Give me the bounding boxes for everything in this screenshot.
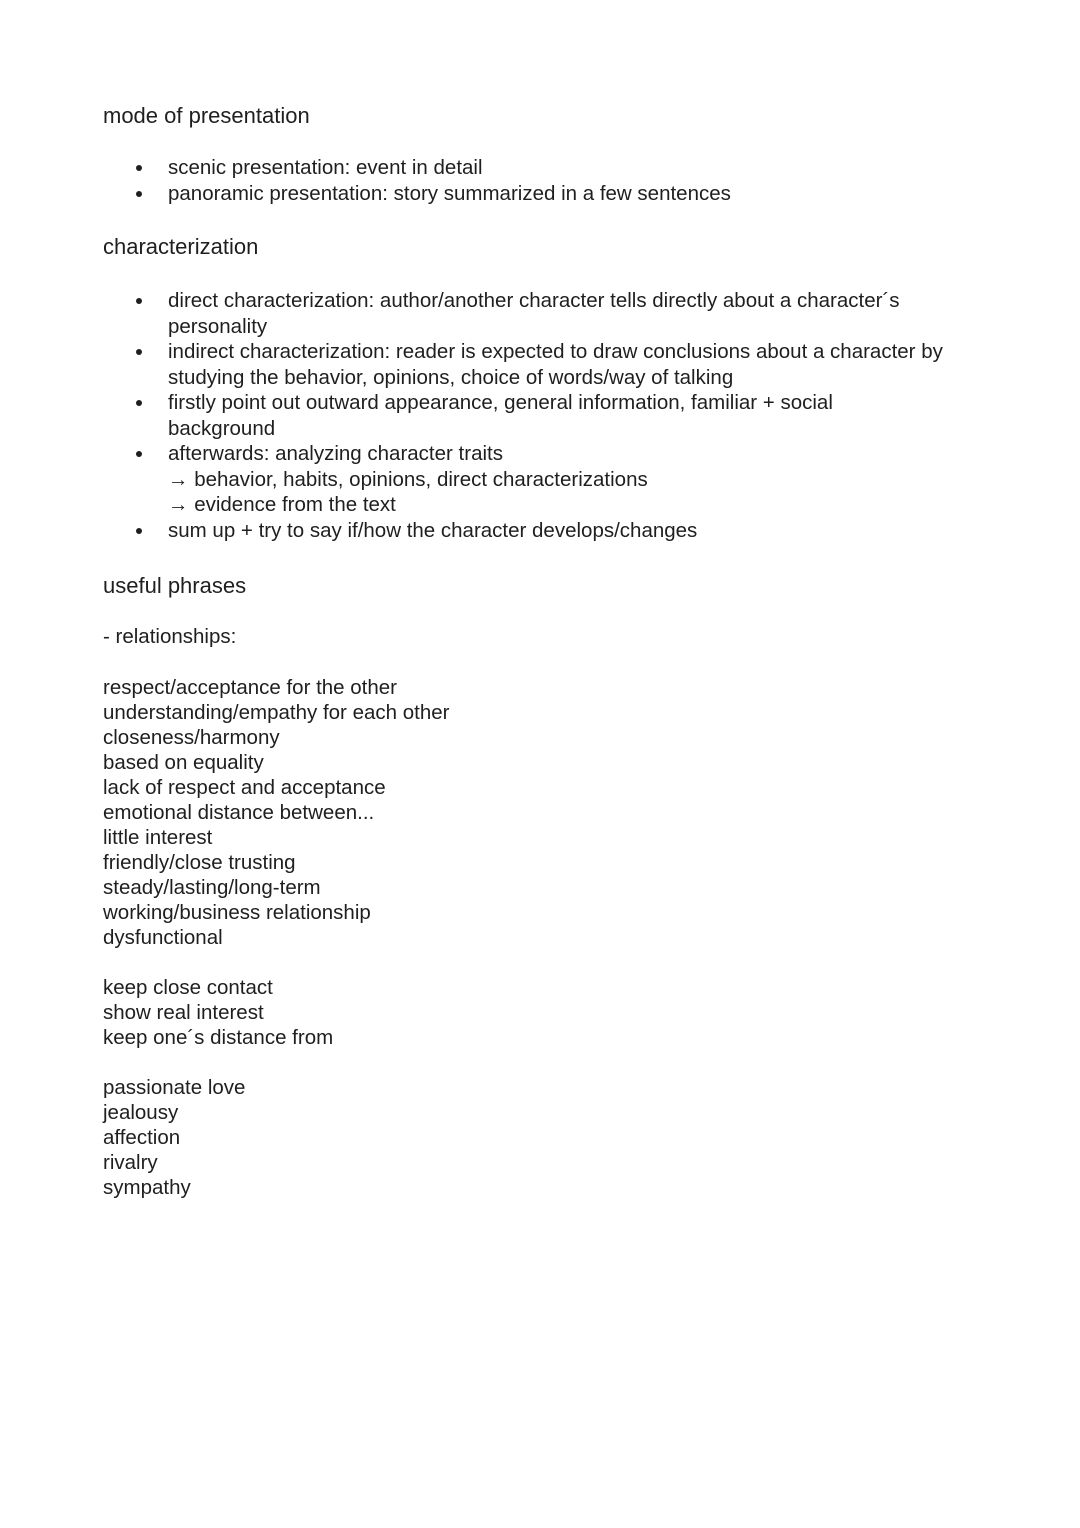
bullet-text: scenic presentation: event in detail xyxy=(168,156,483,179)
bullet-dot-icon xyxy=(136,349,142,355)
phrase-item: understanding/empathy for each other xyxy=(103,701,450,724)
phrase-group-feelings xyxy=(103,1075,245,1200)
bullet-dot-icon xyxy=(136,191,142,197)
phrase-item: jealousy xyxy=(103,1101,179,1124)
phrase-item: keep close contact xyxy=(103,976,273,999)
phrase-item: friendly/close trusting xyxy=(103,851,296,874)
bullet-dot-icon xyxy=(136,528,142,534)
bullet-text: indirect characterization: reader is expected to draw conclusions about a character by studying the behavior, opinions, choice of words/way of talking xyxy=(168,340,943,389)
phrase-item: working/business relationship xyxy=(103,901,371,924)
mode-bullet-list xyxy=(103,155,983,206)
bullet-item xyxy=(103,390,983,441)
sub-point: → evidence from the text xyxy=(168,493,396,516)
relationships-label: - relationships: xyxy=(103,625,237,648)
phrase-item: lack of respect and acceptance xyxy=(103,776,386,799)
bullet-item xyxy=(103,155,983,181)
phrase-item: rivalry xyxy=(103,1151,158,1174)
bullet-item xyxy=(103,441,983,518)
phrase-item: steady/lasting/long-term xyxy=(103,876,321,899)
bullet-text: firstly point out outward appearance, general information, familiar + social background xyxy=(168,391,833,440)
bullet-dot-icon xyxy=(136,165,142,171)
heading-useful-phrases: useful phrases xyxy=(103,573,247,598)
phrase-item: dysfunctional xyxy=(103,926,223,949)
bullet-text: panoramic presentation: story summarized in a few sentences xyxy=(168,181,731,205)
phrase-item: respect/acceptance for the other xyxy=(103,676,398,699)
heading-mode-of-presentation: mode of presentation xyxy=(103,103,310,128)
bullet-text: direct characterization: author/another character tells directly about a character´s personality xyxy=(168,289,900,338)
phrase-item: affection xyxy=(103,1126,181,1149)
bullet-dot-icon xyxy=(136,451,142,457)
bullet-item xyxy=(103,288,983,339)
characterization-bullet-list xyxy=(103,288,983,543)
phrase-item: sympathy xyxy=(103,1176,191,1199)
bullet-text: sum up + try to say if/how the character develops/changes xyxy=(168,518,698,542)
phrase-item: keep one´s distance from xyxy=(103,1026,334,1049)
phrase-item: based on equality xyxy=(103,751,264,774)
phrase-item: passionate love xyxy=(103,1076,246,1099)
phrase-group-contact xyxy=(103,975,333,1050)
phrase-item: closeness/harmony xyxy=(103,726,280,749)
bullet-item xyxy=(103,518,983,544)
bullet-text: afterwards: analyzing character traits xyxy=(168,442,503,465)
phrase-item: little interest xyxy=(103,826,213,849)
phrase-item: emotional distance between... xyxy=(103,801,375,824)
bullet-dot-icon xyxy=(136,298,142,304)
bullet-item xyxy=(103,339,983,390)
phrase-group-relationships xyxy=(103,675,449,950)
bullet-dot-icon xyxy=(136,400,142,406)
phrase-item: show real interest xyxy=(103,1001,264,1024)
bullet-item xyxy=(103,181,983,207)
sub-point: → behavior, habits, opinions, direct characterizations xyxy=(168,467,648,491)
heading-characterization: characterization xyxy=(103,234,259,259)
